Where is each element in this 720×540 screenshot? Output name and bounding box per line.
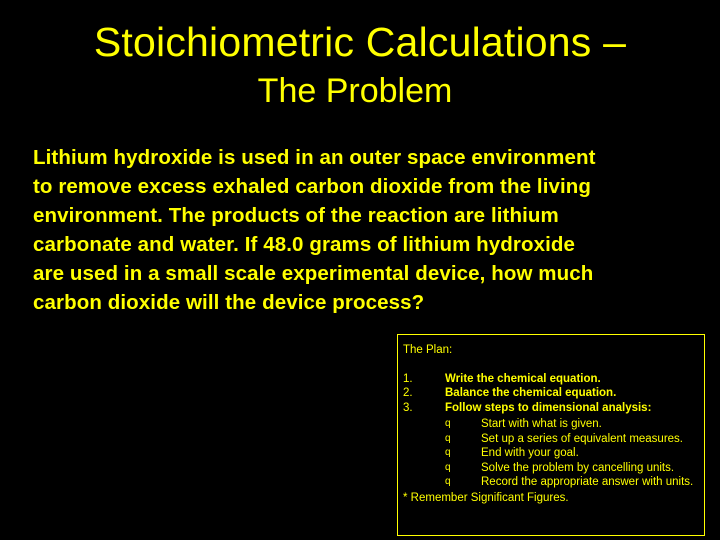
- plan-step: [403, 372, 704, 387]
- step-text: Balance the chemical equation.: [445, 387, 617, 399]
- slide-subtitle: The Problem: [257, 72, 453, 110]
- square-bullet-icon: q: [445, 418, 451, 429]
- square-bullet-icon: q: [445, 476, 451, 487]
- step-text: Write the chemical equation.: [445, 372, 601, 385]
- problem-statement: Lithium hydroxide is used in an outer space environment to remove excess exhaled carbon dioxide from the living environment. The products of the reaction are lithium carbonate and water. If 48.0 grams of lithium hydroxide are used in a small scale experimental device, how much carbon dioxide will the device process?: [33, 146, 596, 314]
- step-number: 1.: [403, 372, 413, 385]
- list-item: [403, 461, 704, 476]
- sub-step-text: End with your goal.: [481, 447, 579, 459]
- plan-box: [397, 334, 705, 536]
- slide-title: Stoichiometric Calculations –: [93, 19, 627, 65]
- footnote: * Remember Significant Figures.: [403, 491, 569, 504]
- sub-step-list: [403, 417, 704, 490]
- list-item: [403, 475, 704, 490]
- plan-step: [403, 386, 704, 401]
- square-bullet-icon: q: [445, 447, 451, 458]
- plan-step: [403, 401, 704, 416]
- sub-step-text: Set up a series of equivalent measures.: [481, 432, 684, 445]
- sub-step-text: Solve the problem by cancelling units.: [481, 461, 675, 474]
- list-item: [403, 432, 704, 447]
- square-bullet-icon: q: [445, 432, 451, 444]
- sub-step-text: Record the appropriate answer with units.: [481, 476, 694, 488]
- plan-heading: The Plan:: [403, 344, 453, 356]
- sub-step-text: Start with what is given.: [481, 418, 602, 430]
- list-item: [403, 417, 704, 432]
- square-bullet-icon: q: [445, 461, 451, 473]
- list-item: [403, 446, 704, 461]
- step-number: 3.: [403, 401, 413, 414]
- step-text: Follow steps to dimensional analysis:: [445, 401, 652, 414]
- step-number: 2.: [403, 387, 413, 399]
